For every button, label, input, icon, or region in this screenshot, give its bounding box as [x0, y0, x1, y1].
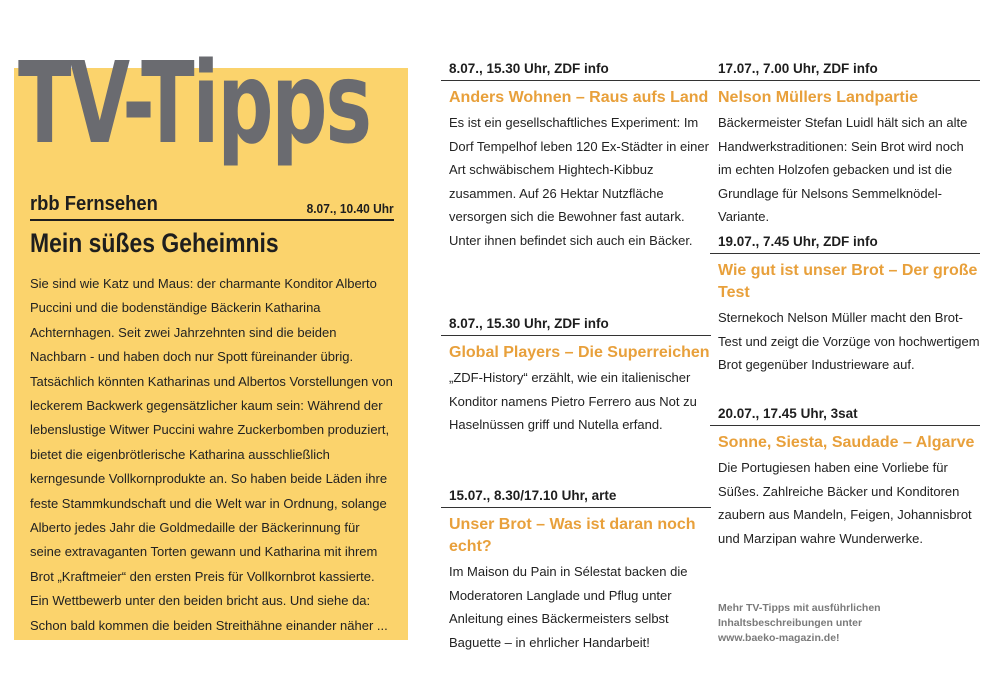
feature-channel: rbb Fernsehen: [30, 193, 158, 215]
page-title: TV-Tipps: [18, 39, 370, 169]
entry-meta: 20.07., 17.45 Uhr, 3sat: [710, 403, 980, 426]
entry-meta: 8.07., 15.30 Uhr, ZDF info: [441, 58, 711, 81]
entry-title: Anders Wohnen – Raus aufs Land: [449, 89, 709, 106]
footer-note: Mehr TV-Tipps mit ausführlichen Inhaltsbeschreibungen unter www.baeko-magazin.de!: [718, 602, 881, 644]
entry-text: Im Maison du Pain in Sélestat backen die Moderatoren Langlade und Pflug unter Anleitung eines Bäckermeisters selbst Baguette – in ehrlicher Handarbeit!: [449, 564, 688, 650]
entry-title: Global Players – Die Superreichen: [449, 344, 710, 361]
listing-entry: [710, 231, 980, 403]
entry-title: Nelson Müllers Landpartie: [718, 89, 919, 106]
listing-entry: [441, 485, 711, 654]
entry-text: Sternekoch Nelson Müller macht den Brot-Test und zeigt die Vorzüge von hochwertigem Brot gegenüber Industrieware auf.: [718, 310, 980, 372]
entry-text: Es ist ein gesellschaftliches Experiment: Im Dorf Tempelhof leben 120 Ex-Städter in einer Art schwäbischem Hightech-Kibbuz zusammen. Auf 26 Hektar Nutzfläche versorgen sich die Bewohner fast autark. Unter ihnen befindet sich auch ein Bäcker.: [449, 115, 709, 248]
entry-text: Bäckermeister Stefan Luidl hält sich an alte Handwerkstraditionen: Sein Brot wird noch im echten Holzofen gebacken und ist die Grundlage für Nelsons Semmelknödel-Variante.: [718, 115, 968, 224]
entry-text: „ZDF-History“ erzählt, wie ein italienischer Konditor namens Pietro Ferrero aus Not zu Haselnüssen griff und Nutella erfand.: [449, 370, 697, 432]
entry-meta: 8.07., 15.30 Uhr, ZDF info: [441, 313, 711, 336]
entry-title: Unser Brot – Was ist daran noch echt?: [449, 516, 696, 555]
entry-meta: 17.07., 7.00 Uhr, ZDF info: [710, 58, 980, 81]
entry-meta: 15.07., 8.30/17.10 Uhr, arte: [441, 485, 711, 508]
feature-title: Mein süßes Geheimnis: [30, 228, 279, 258]
listing-column-middle: [441, 58, 711, 654]
listing-entry: [710, 403, 980, 601]
entry-title: Sonne, Siesta, Saudade – Algarve: [718, 434, 975, 451]
listing-column-right: [710, 58, 980, 646]
feature-body: Sie sind wie Katz und Maus: der charmante Konditor Alberto Puccini und die bodenständige Bäckerin Katharina Achternhagen. Seit zwei Jahrzehnten sind die beiden Nachbarn - und haben doch nur Spott füreinander übrig. Tatsächlich könnten Katharinas und Albertos Vorstellungen von leckerem Backwerk gegensätzlicher kaum sein: Während der lebenslustige Witwer Puccini wahre Zuckerbomben produziert, bietet die eigenbrötlerische Katharina ausschließlich kerngesunde Vollkornprodukte an. So haben beide Läden ihre feste Stammkundschaft und die Welt war in Ordnung, solange Alberto jedes Jahr die Goldmedaille der Bäckerinnung für seine extravaganten Torten gewann und Katharina mit ihrem Brot „Kraftmeier“ den ersten Preis für Vollkornbrot kassierte. Ein Wettbewerb unter den beiden bricht aus. Und siehe da: Schon bald kommen die beiden Streithähne einander näher ...: [30, 276, 393, 633]
entry-meta: 19.07., 7.45 Uhr, ZDF info: [710, 231, 980, 254]
entry-text: Die Portugiesen haben eine Vorliebe für Süßes. Zahlreiche Bäcker und Konditoren zaubern aus Mandeln, Feigen, Johannisbrot und Marzipan wahre Wunderwerke.: [718, 460, 972, 546]
listing-entry: [441, 313, 711, 485]
feature-date-time: 8.07., 10.40 Uhr: [306, 201, 394, 216]
listing-entry: [441, 58, 711, 313]
entry-title: Wie gut ist unser Brot – Der große Test: [718, 262, 978, 301]
listing-entry: [710, 58, 980, 231]
feature-header: [30, 195, 394, 221]
